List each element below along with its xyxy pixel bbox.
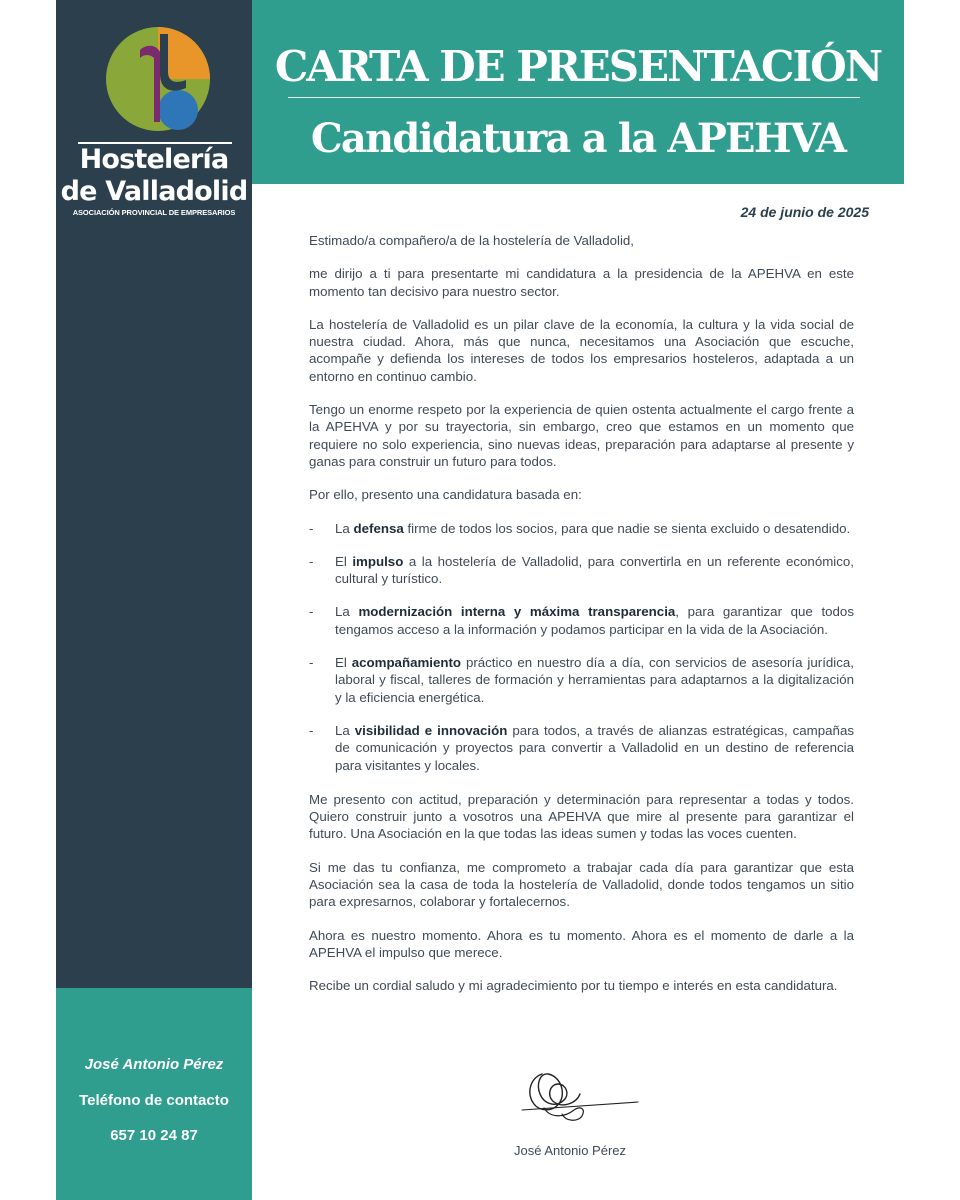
letter-paragraph: La hostelería de Valladolid es un pilar clave de la economía, la cultura y la vida social de nuestra ciudad. Ahora, más que nunca, necesitamos una Asociación que escuche, acompañe y defienda los intereses de todos los empresarios hosteleros, adaptada a un entorno en continuo cambio. [309, 316, 854, 384]
letter-paragraph: Me presento con actitud, preparación y determinación para representar a todas y todos. Quiero construir junto a vosotros una APEHVA que mire al presente para garantizar el futuro. Una Asociación en la que todas las ideas sumen y todas las voces cuenten. [309, 791, 854, 842]
contact-panel [56, 988, 252, 1200]
proposal-list [309, 520, 854, 774]
letter-date: 24 de junio de 2025 [740, 204, 869, 220]
bullet-dash: - [309, 553, 314, 569]
page-subtitle: Candidatura a la APEHVA [310, 115, 846, 162]
letter-greeting: Estimado/a compañero/a de la hostelería de Valladolid, [309, 233, 634, 248]
bullet-dash: - [309, 722, 314, 738]
letter-paragraph: Si me das tu confianza, me comprometo a trabajar cada día para garantizar que esta Asociación sea la casa de toda la hostelería de Valladolid, donde todos tengamos un sitio para expresarnos, colaborar y fortalecernos. [309, 859, 854, 910]
contact-name: José Antonio Pérez [84, 1056, 224, 1073]
page-title: CARTA DE PRESENTACIÓN [274, 42, 882, 91]
list-item: - El acompañamiento práctico en nuestro día a día, con servicios de asesoría jurídica, laboral y fiscal, talleres de formación y herramientas para adaptarnos a la digitalización y la eficiencia energética. [309, 655, 854, 705]
logo-blue-circle [158, 90, 198, 130]
letter-paragraph: Tengo un enorme respeto por la experiencia de quien ostenta actualmente el cargo frente a la APEHVA y por su trayectoria, sin embargo, creo que estamos en un momento que requiere no solo experiencia, sino nuevas ideas, preparación para adaptarse al presente y ganas para construir un futuro para todos. [309, 402, 854, 469]
logo-name-line1: Hostelería [79, 144, 229, 175]
letter-body [309, 232, 854, 1011]
contact-phone-label: Teléfono de contacto [79, 1092, 229, 1109]
letter-closing: Recibe un cordial saludo y mi agradecimiento por tu tiempo e interés en esta candidatura. [309, 978, 838, 994]
signature-icon [520, 1064, 640, 1128]
signature-name: José Antonio Pérez [513, 1143, 627, 1158]
logo-emblem-icon [106, 24, 212, 132]
logo-subtitle: ASOCIACIÓN PROVINCIAL DE EMPRESARIOS [72, 208, 236, 217]
contact-phone-number[interactable]: 657 10 24 87 [110, 1127, 198, 1144]
bullet-dash: - [309, 604, 314, 620]
list-item: - La visibilidad e innovación para todos, a través de alianzas estratégicas, campañas de comunicación y proyectos para convertir a Valladolid en un destino de referencia para visitantes y locales. [309, 722, 854, 773]
header-divider [288, 97, 860, 98]
bullet-dash: - [309, 655, 314, 671]
letter-paragraph: me dirijo a ti para presentarte mi candidatura a la presidencia de la APEHVA en este momento tan decisivo para nuestro sector. [309, 266, 854, 299]
header-banner [252, 0, 904, 184]
logo-name-line2: de Valladolid [60, 176, 248, 207]
list-item: - El impulso a la hostelería de Valladolid, para convertirla en un referente económico, cultural y turístico. [309, 553, 854, 587]
list-item: - La defensa firme de todos los socios, para que nadie se sienta excluido o desatendido. [309, 520, 851, 536]
list-item: - La modernización interna y máxima transparencia, para garantizar que todos tengamos acceso a la información y podamos participar en la vida de la Asociación. [309, 604, 854, 637]
bullet-dash: - [309, 520, 314, 536]
letter-paragraph: Ahora es nuestro momento. Ahora es tu momento. Ahora es el momento de darle a la APEHVA el impulso que merece. [309, 927, 854, 960]
list-intro: Por ello, presento una candidatura basada en: [309, 487, 582, 503]
organization-logo [56, 0, 252, 230]
